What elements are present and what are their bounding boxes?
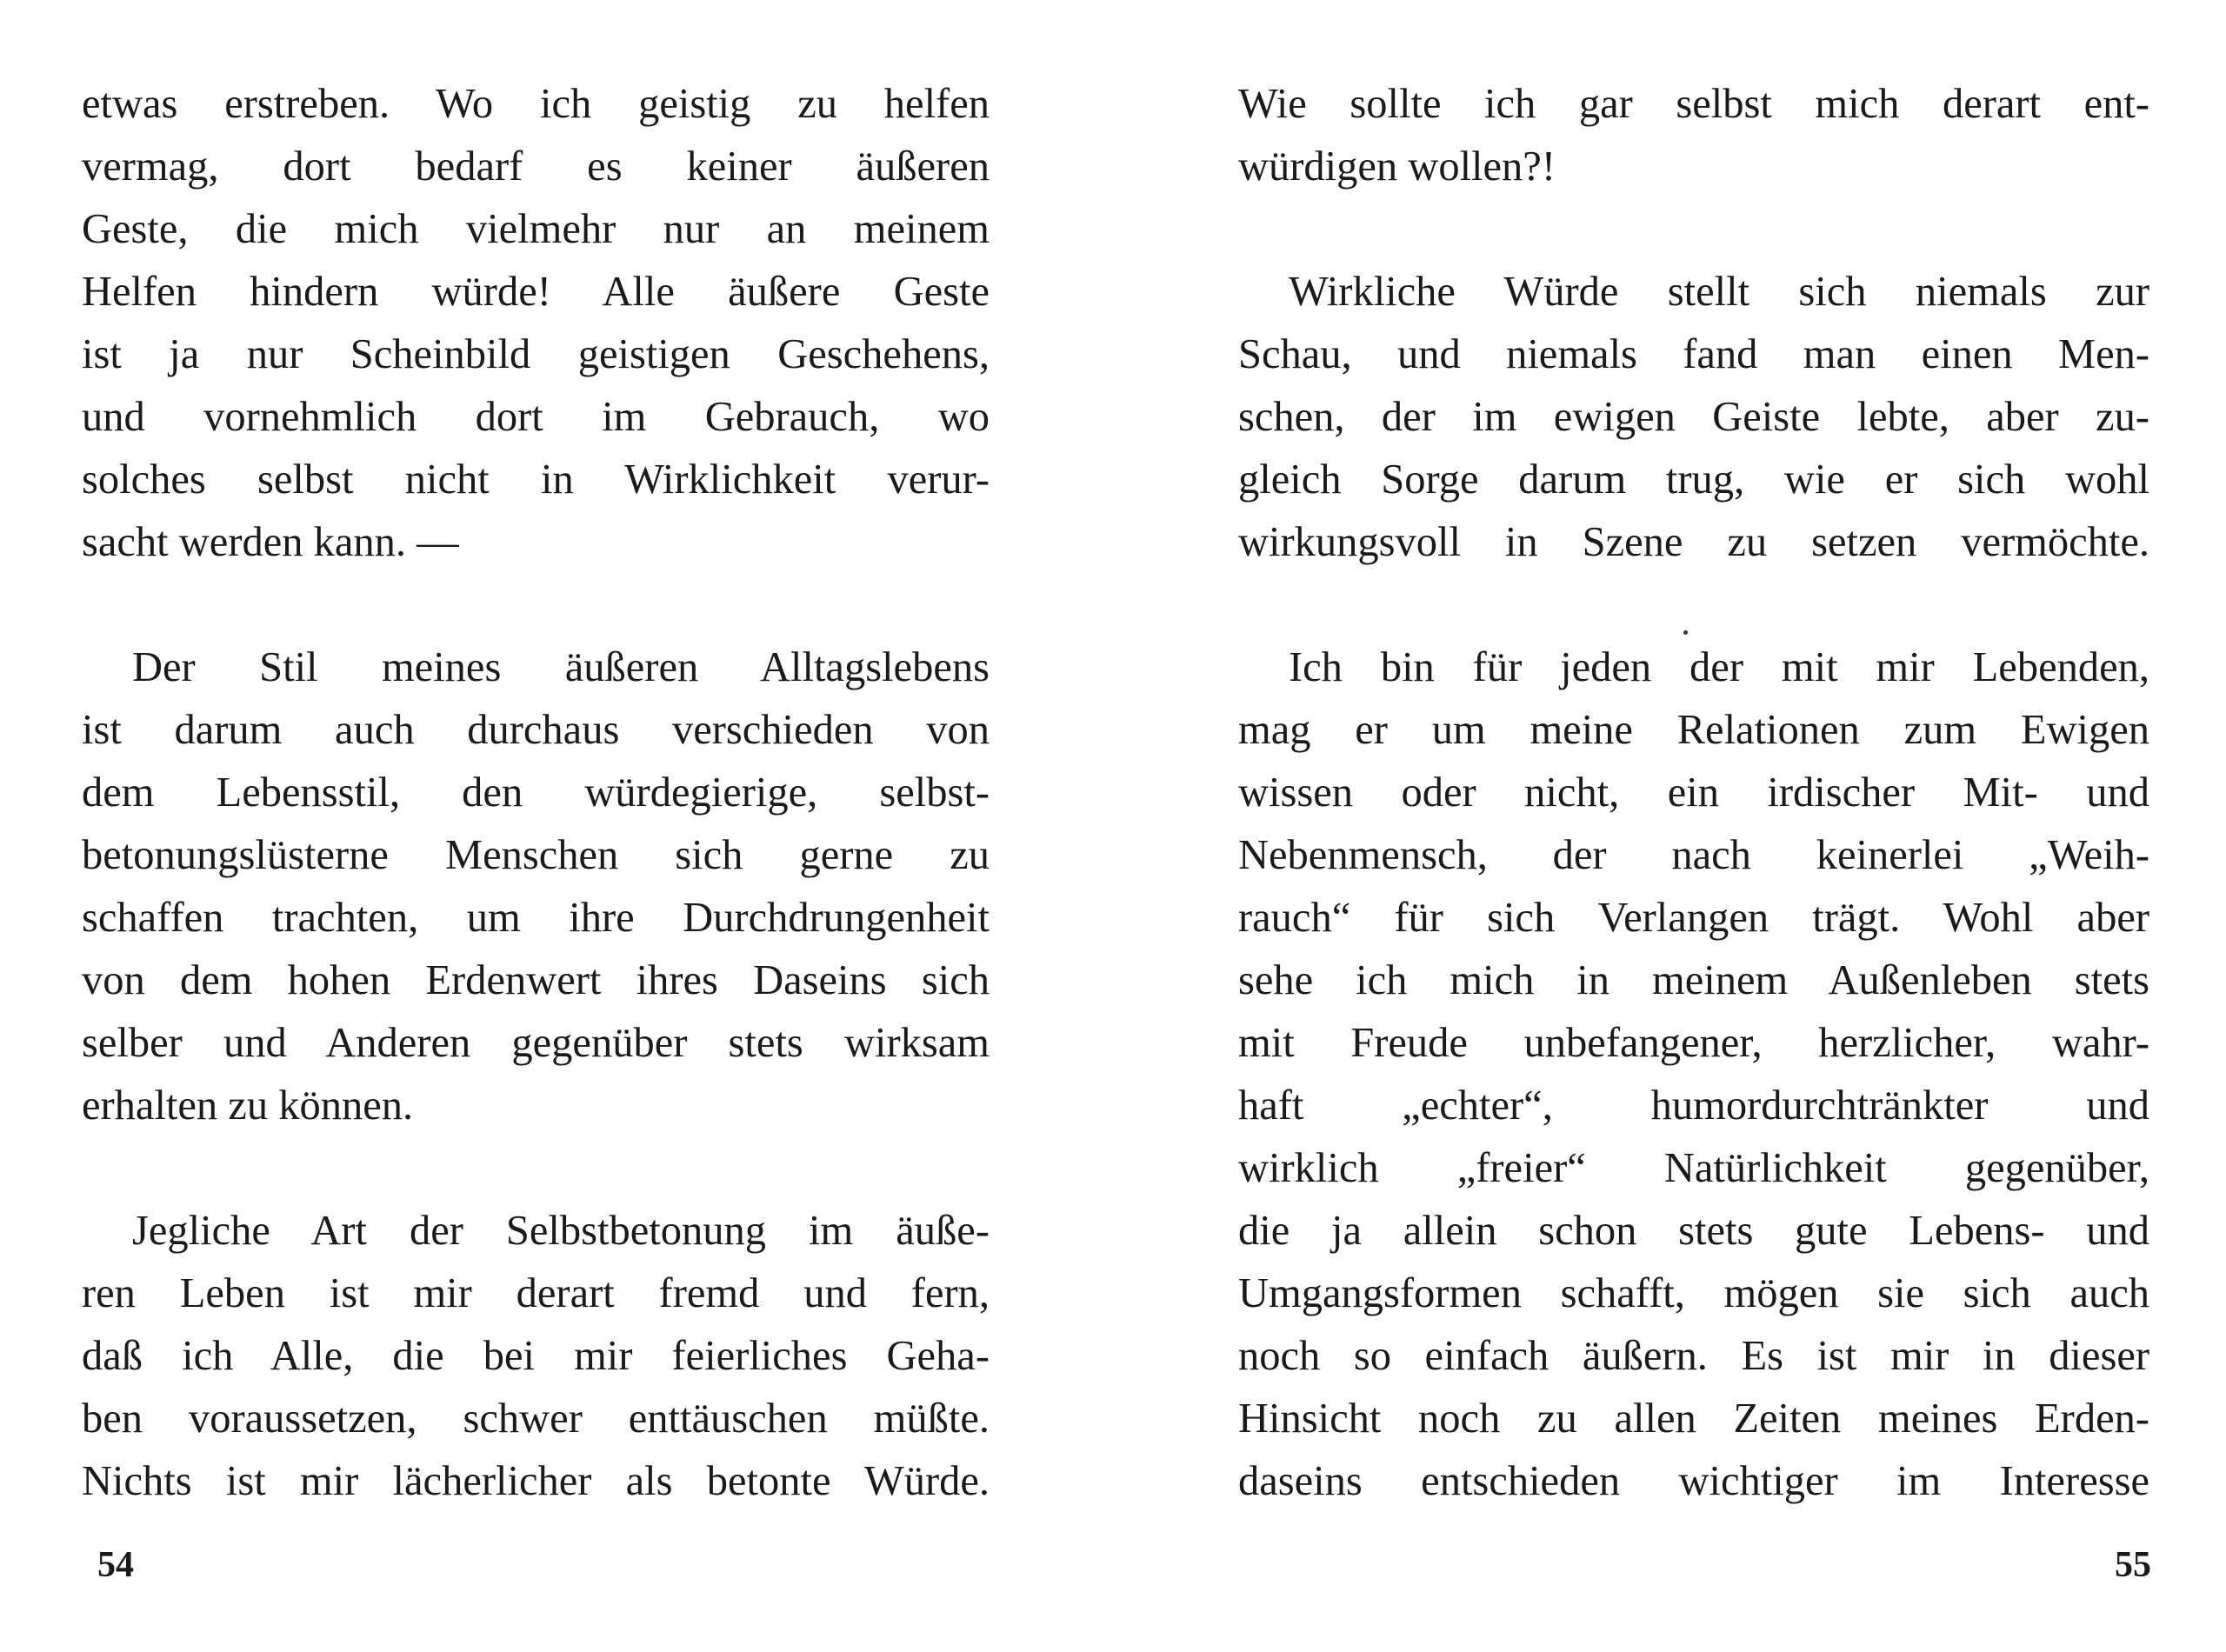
text-line: mit Freude unbefangener, herzlicher, wahr- [1238, 1020, 2149, 1066]
text-line: ist ja nur Scheinbild geistigen Geschehens, [82, 331, 990, 377]
page-number-left: 54 [97, 1545, 134, 1585]
text-line: Der Stil meines äußeren Alltagslebens [132, 644, 990, 690]
text-line: etwas erstreben. Wo ich geistig zu helfen [82, 81, 990, 127]
text-line: wissen oder nicht, ein irdischer Mit- und [1238, 769, 2149, 816]
ink-speck [1683, 630, 1688, 635]
text-line: Wirkliche Würde stellt sich niemals zur [1289, 269, 2149, 315]
paragraph-gap [82, 1137, 990, 1200]
text-line: vermag, dort bedarf es keiner äußeren [82, 143, 990, 190]
text-line: gleich Sorge darum trug, wie er sich wohl [1238, 456, 2149, 503]
text-line: ben voraussetzen, schwer enttäuschen müßte. [82, 1396, 990, 1442]
text-line: rauch“ für sich Verlangen trägt. Wohl aber [1238, 895, 2149, 941]
right-page-text [1238, 73, 2149, 1513]
paragraph-gap [1238, 198, 2149, 261]
text-line: Ich bin für jeden der mit mir Lebenden, [1289, 644, 2149, 690]
text-line: und vornehmlich dort im Gebrauch, wo [82, 394, 990, 440]
right-page [1113, 0, 2226, 1652]
text-line: ren Leben ist mir derart fremd und fern, [82, 1270, 990, 1316]
text-line: wirkungsvoll in Szene zu setzen vermöchte. [1238, 519, 2149, 565]
text-line: Nebenmensch, der nach keinerlei „Weih- [1238, 832, 2149, 878]
text-line: Schau, und niemals fand man einen Men- [1238, 331, 2149, 377]
text-line: mag er um meine Relationen zum Ewigen [1238, 707, 2149, 753]
text-line: von dem hohen Erdenwert ihres Daseins sich [82, 957, 990, 1003]
text-line: Jegliche Art der Selbstbetonung im äuße- [132, 1208, 990, 1254]
text-line: die ja allein schon stets gute Lebens- und [1238, 1208, 2149, 1254]
text-line: Nichts ist mir lächerlicher als betonte Würde. [82, 1458, 990, 1504]
page-number-right: 55 [2115, 1545, 2151, 1585]
text-line: daß ich Alle, die bei mir feierliches Geha- [82, 1333, 990, 1379]
text-line: daseins entschieden wichtiger im Interesse [1238, 1458, 2149, 1504]
text-line: Helfen hindern würde! Alle äußere Geste [82, 269, 990, 315]
text-line: schen, der im ewigen Geiste lebte, aber zu- [1238, 394, 2149, 440]
text-line: ist darum auch durchaus verschieden von [82, 707, 990, 753]
text-line: sacht werden kann. — [82, 519, 459, 565]
text-line: Hinsicht noch zu allen Zeiten meines Erden- [1238, 1396, 2149, 1442]
text-line: Umgangsformen schafft, mögen sie sich auch [1238, 1270, 2149, 1316]
text-line: würdigen wollen?! [1238, 143, 1556, 190]
text-line: schaffen trachten, um ihre Durchdrungenheit [82, 895, 990, 941]
text-line: sehe ich mich in meinem Außenleben stets [1238, 957, 2149, 1003]
text-line: dem Lebensstil, den würdegierige, selbst- [82, 769, 990, 816]
paragraph-gap [1238, 574, 2149, 636]
left-page-text [82, 73, 990, 1513]
text-line: erhalten zu können. [82, 1082, 414, 1129]
text-line: selber und Anderen gegenüber stets wirksam [82, 1020, 990, 1066]
text-line: Wie sollte ich gar selbst mich derart ent- [1238, 81, 2149, 127]
text-line: solches selbst nicht in Wirklichkeit verur- [82, 456, 990, 503]
text-line: noch so einfach äußern. Es ist mir in dieser [1238, 1333, 2149, 1379]
text-line: wirklich „freier“ Natürlichkeit gegenüber, [1238, 1145, 2149, 1191]
text-line: betonungslüsterne Menschen sich gerne zu [82, 832, 990, 878]
text-line: Geste, die mich vielmehr nur an meinem [82, 206, 990, 252]
paragraph-gap [82, 574, 990, 636]
text-line: haft „echter“, humordurchtränkter und [1238, 1082, 2149, 1129]
